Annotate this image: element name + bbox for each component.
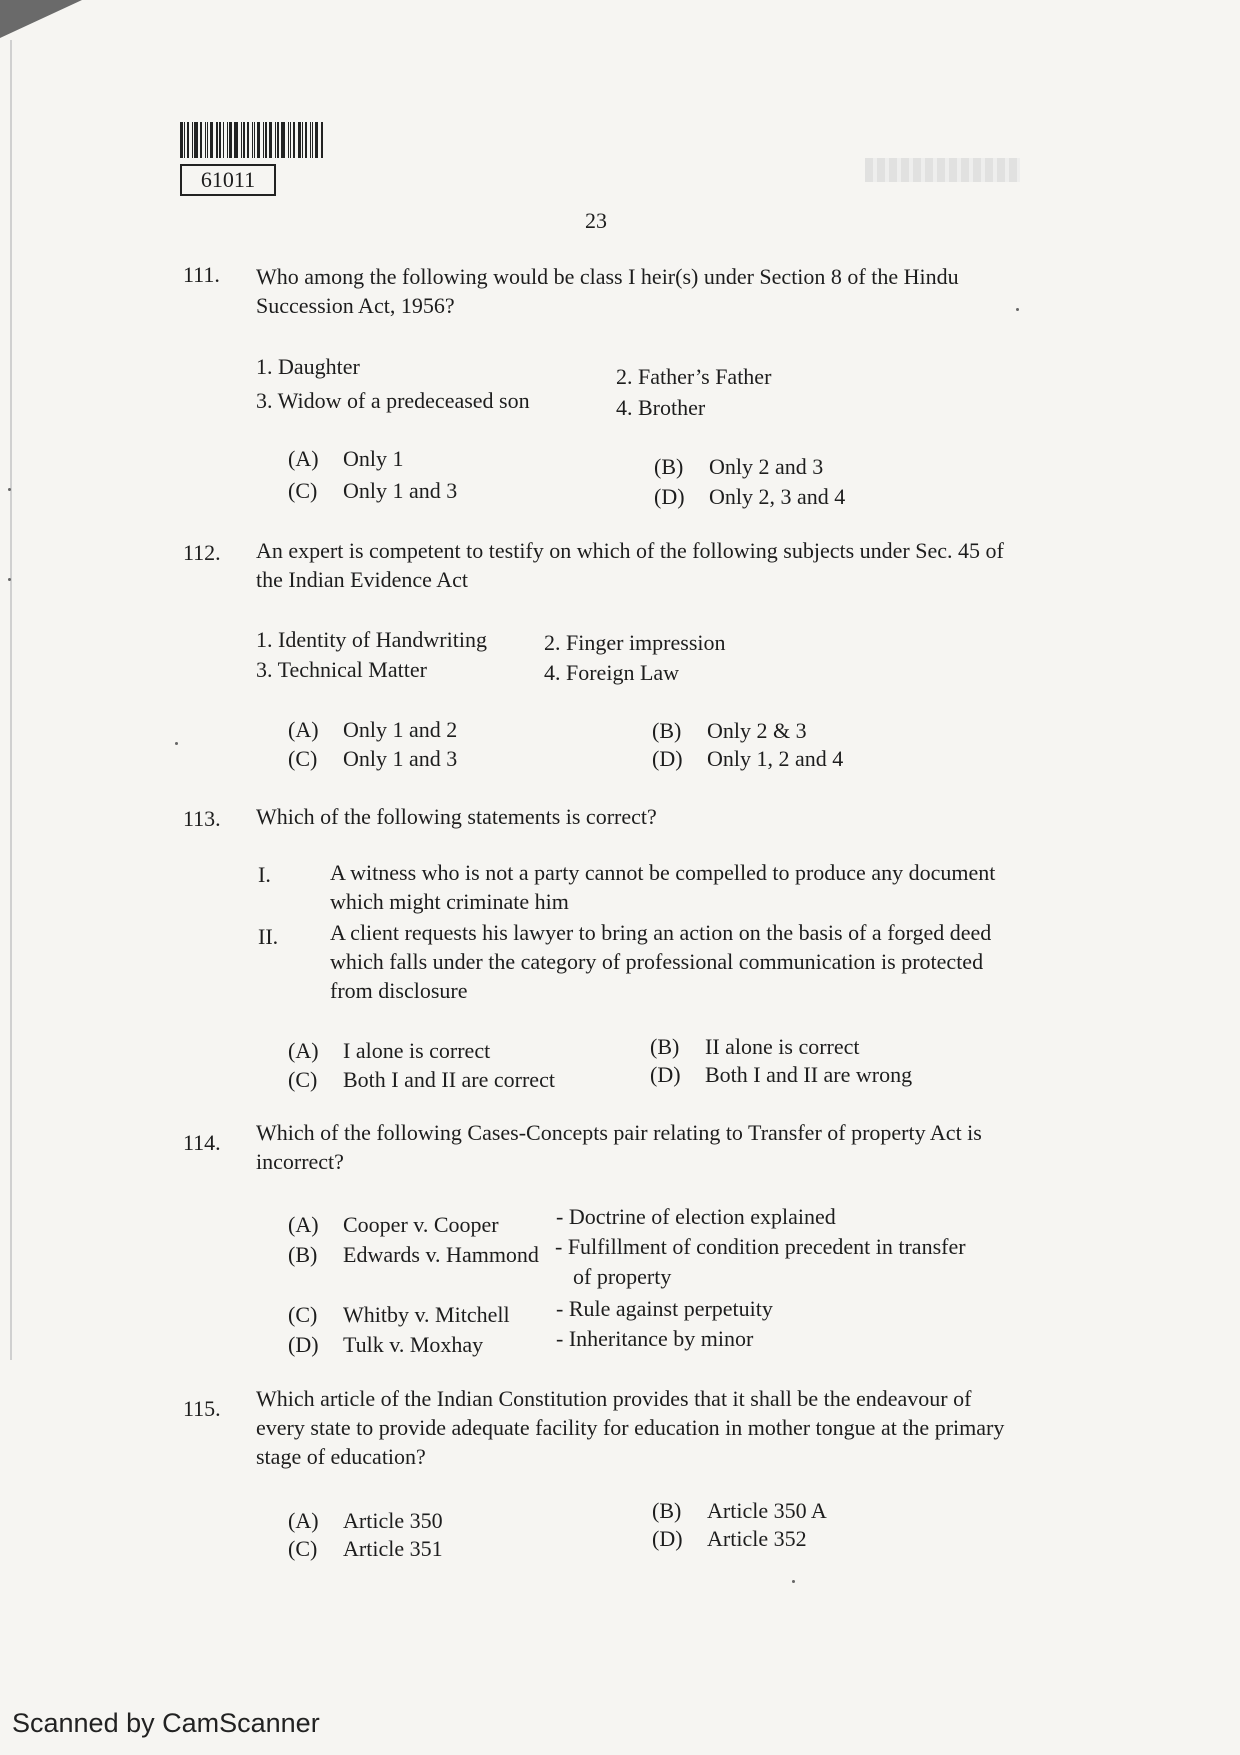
barcode-bar bbox=[312, 122, 313, 158]
option-c: (C) Article 351 bbox=[288, 1536, 443, 1561]
barcode bbox=[180, 122, 342, 158]
question-number: 112. bbox=[183, 540, 221, 565]
statement-label: II. bbox=[258, 924, 279, 949]
barcode-bar bbox=[288, 122, 289, 158]
option-d: (D) Only 1, 2 and 4 bbox=[652, 746, 844, 771]
barcode-bar bbox=[265, 122, 267, 158]
scan-speck bbox=[8, 578, 11, 581]
scanner-watermark: Scanned by CamScanner bbox=[12, 1708, 320, 1738]
barcode-bar bbox=[219, 122, 221, 158]
list-item: 4. Foreign Law bbox=[544, 660, 680, 685]
list-item: 1. Identity of Handwriting bbox=[256, 627, 487, 652]
barcode-bar bbox=[200, 122, 202, 158]
faded-stamp bbox=[865, 158, 1020, 182]
pair-c: (C) Whitby v. Mitchell bbox=[288, 1302, 510, 1327]
barcode-bar bbox=[321, 122, 323, 158]
question-number: 111. bbox=[183, 262, 220, 287]
barcode-bar bbox=[229, 122, 232, 158]
barcode-bar bbox=[315, 122, 318, 158]
question-text: Who among the following would be class I heir(s) under Section 8 of the Hindu Succession Act, 1956? bbox=[256, 264, 959, 318]
scan-speck bbox=[1016, 308, 1019, 311]
pair-a: (A) Cooper v. Cooper bbox=[288, 1212, 499, 1237]
option-d: (D) Only 2, 3 and 4 bbox=[654, 484, 846, 509]
barcode-bar bbox=[247, 122, 249, 158]
list-item: 4. Brother bbox=[616, 395, 706, 420]
concept-d: - Inheritance by minor bbox=[556, 1326, 754, 1351]
barcode-bar bbox=[252, 122, 253, 158]
barcode-bar bbox=[187, 122, 189, 158]
barcode-bar bbox=[210, 122, 213, 158]
paper-code: 61011 bbox=[180, 164, 276, 196]
list-item: 1. Daughter bbox=[256, 354, 360, 379]
barcode-bar bbox=[298, 122, 301, 158]
barcode-bar bbox=[254, 122, 255, 158]
question-number: 114. bbox=[183, 1130, 221, 1155]
barcode-bar bbox=[263, 122, 264, 158]
question-number: 113. bbox=[183, 806, 221, 831]
barcode-bar bbox=[305, 122, 307, 158]
pair-d: (D) Tulk v. Moxhay bbox=[288, 1332, 484, 1357]
option-c: (C) Both I and II are correct bbox=[288, 1067, 555, 1092]
option-a: (A) Article 350 bbox=[288, 1508, 443, 1533]
concept-b-continued: of property bbox=[573, 1264, 672, 1289]
page-number: 23 bbox=[585, 208, 607, 233]
barcode-bar bbox=[302, 122, 303, 158]
barcode-bar bbox=[216, 122, 218, 158]
option-d: (D) Both I and II are wrong bbox=[650, 1062, 913, 1087]
barcode-bar bbox=[275, 122, 276, 158]
barcode-bar bbox=[205, 122, 206, 158]
barcode-bar bbox=[310, 122, 311, 158]
barcode-bar bbox=[194, 122, 198, 158]
barcode-bar bbox=[227, 122, 228, 158]
barcode-bar bbox=[192, 122, 193, 158]
list-item: 2. Father’s Father bbox=[616, 364, 772, 389]
pair-b: (B) Edwards v. Hammond bbox=[288, 1242, 539, 1267]
barcode-bar bbox=[184, 122, 185, 158]
barcode-bar bbox=[223, 122, 224, 158]
list-item: 3. Widow of a predeceased son bbox=[256, 388, 530, 413]
question-text: Which of the following Cases-Concepts pair relating to Transfer of property Act is incorrect? bbox=[256, 1120, 982, 1174]
statement-text: A client requests his lawyer to bring an action on the basis of a forged deed which falls under the category of professional communication is protected from disclosure bbox=[330, 920, 992, 1003]
option-a: (A) Only 1 bbox=[288, 446, 404, 471]
option-b: (B) II alone is correct bbox=[650, 1034, 860, 1059]
question-number: 115. bbox=[183, 1396, 221, 1421]
barcode-bar bbox=[241, 122, 242, 158]
barcode-bar bbox=[277, 122, 279, 158]
statement-text: A witness who is not a party cannot be compelled to produce any document which might criminate him bbox=[330, 860, 996, 914]
barcode-bar bbox=[180, 122, 183, 158]
option-b: (B) Article 350 A bbox=[652, 1498, 827, 1523]
option-c: (C) Only 1 and 3 bbox=[288, 478, 458, 503]
scan-speck bbox=[792, 1580, 795, 1583]
folded-corner bbox=[0, 0, 82, 38]
scan-speck bbox=[8, 488, 11, 491]
concept-c: - Rule against perpetuity bbox=[556, 1296, 773, 1321]
list-item: 2. Finger impression bbox=[544, 630, 726, 655]
statement-label: I. bbox=[258, 862, 271, 887]
barcode-bar bbox=[293, 122, 295, 158]
barcode-bar bbox=[281, 122, 285, 158]
option-a: (A) Only 1 and 2 bbox=[288, 717, 458, 742]
option-b: (B) Only 2 and 3 bbox=[654, 454, 824, 479]
option-b: (B) Only 2 & 3 bbox=[652, 718, 807, 743]
barcode-bar bbox=[234, 122, 238, 158]
question-text: Which of the following statements is correct? bbox=[256, 804, 657, 829]
question-text: An expert is competent to testify on which of the following subjects under Sec. 45 of the Indian Evidence Act bbox=[256, 538, 1004, 592]
question-text: Which article of the Indian Constitution provides that it shall be the endeavour of every state to provide adequate facility for education in mother tongue at the primary stage of education? bbox=[256, 1386, 1005, 1469]
barcode-bar bbox=[290, 122, 291, 158]
barcode-bar bbox=[243, 122, 245, 158]
concept-b: - Fulfillment of condition precedent in transfer bbox=[555, 1234, 966, 1259]
barcode-bar bbox=[269, 122, 272, 158]
concept-a: - Doctrine of election explained bbox=[556, 1204, 836, 1229]
option-d: (D) Article 352 bbox=[652, 1526, 807, 1551]
barcode-bar bbox=[207, 122, 208, 158]
option-c: (C) Only 1 and 3 bbox=[288, 746, 458, 771]
barcode-bar bbox=[257, 122, 260, 158]
page-edge-shadow bbox=[10, 40, 12, 1360]
list-item: 3. Technical Matter bbox=[256, 657, 427, 682]
option-a: (A) I alone is correct bbox=[288, 1038, 491, 1063]
scan-speck bbox=[175, 742, 178, 745]
